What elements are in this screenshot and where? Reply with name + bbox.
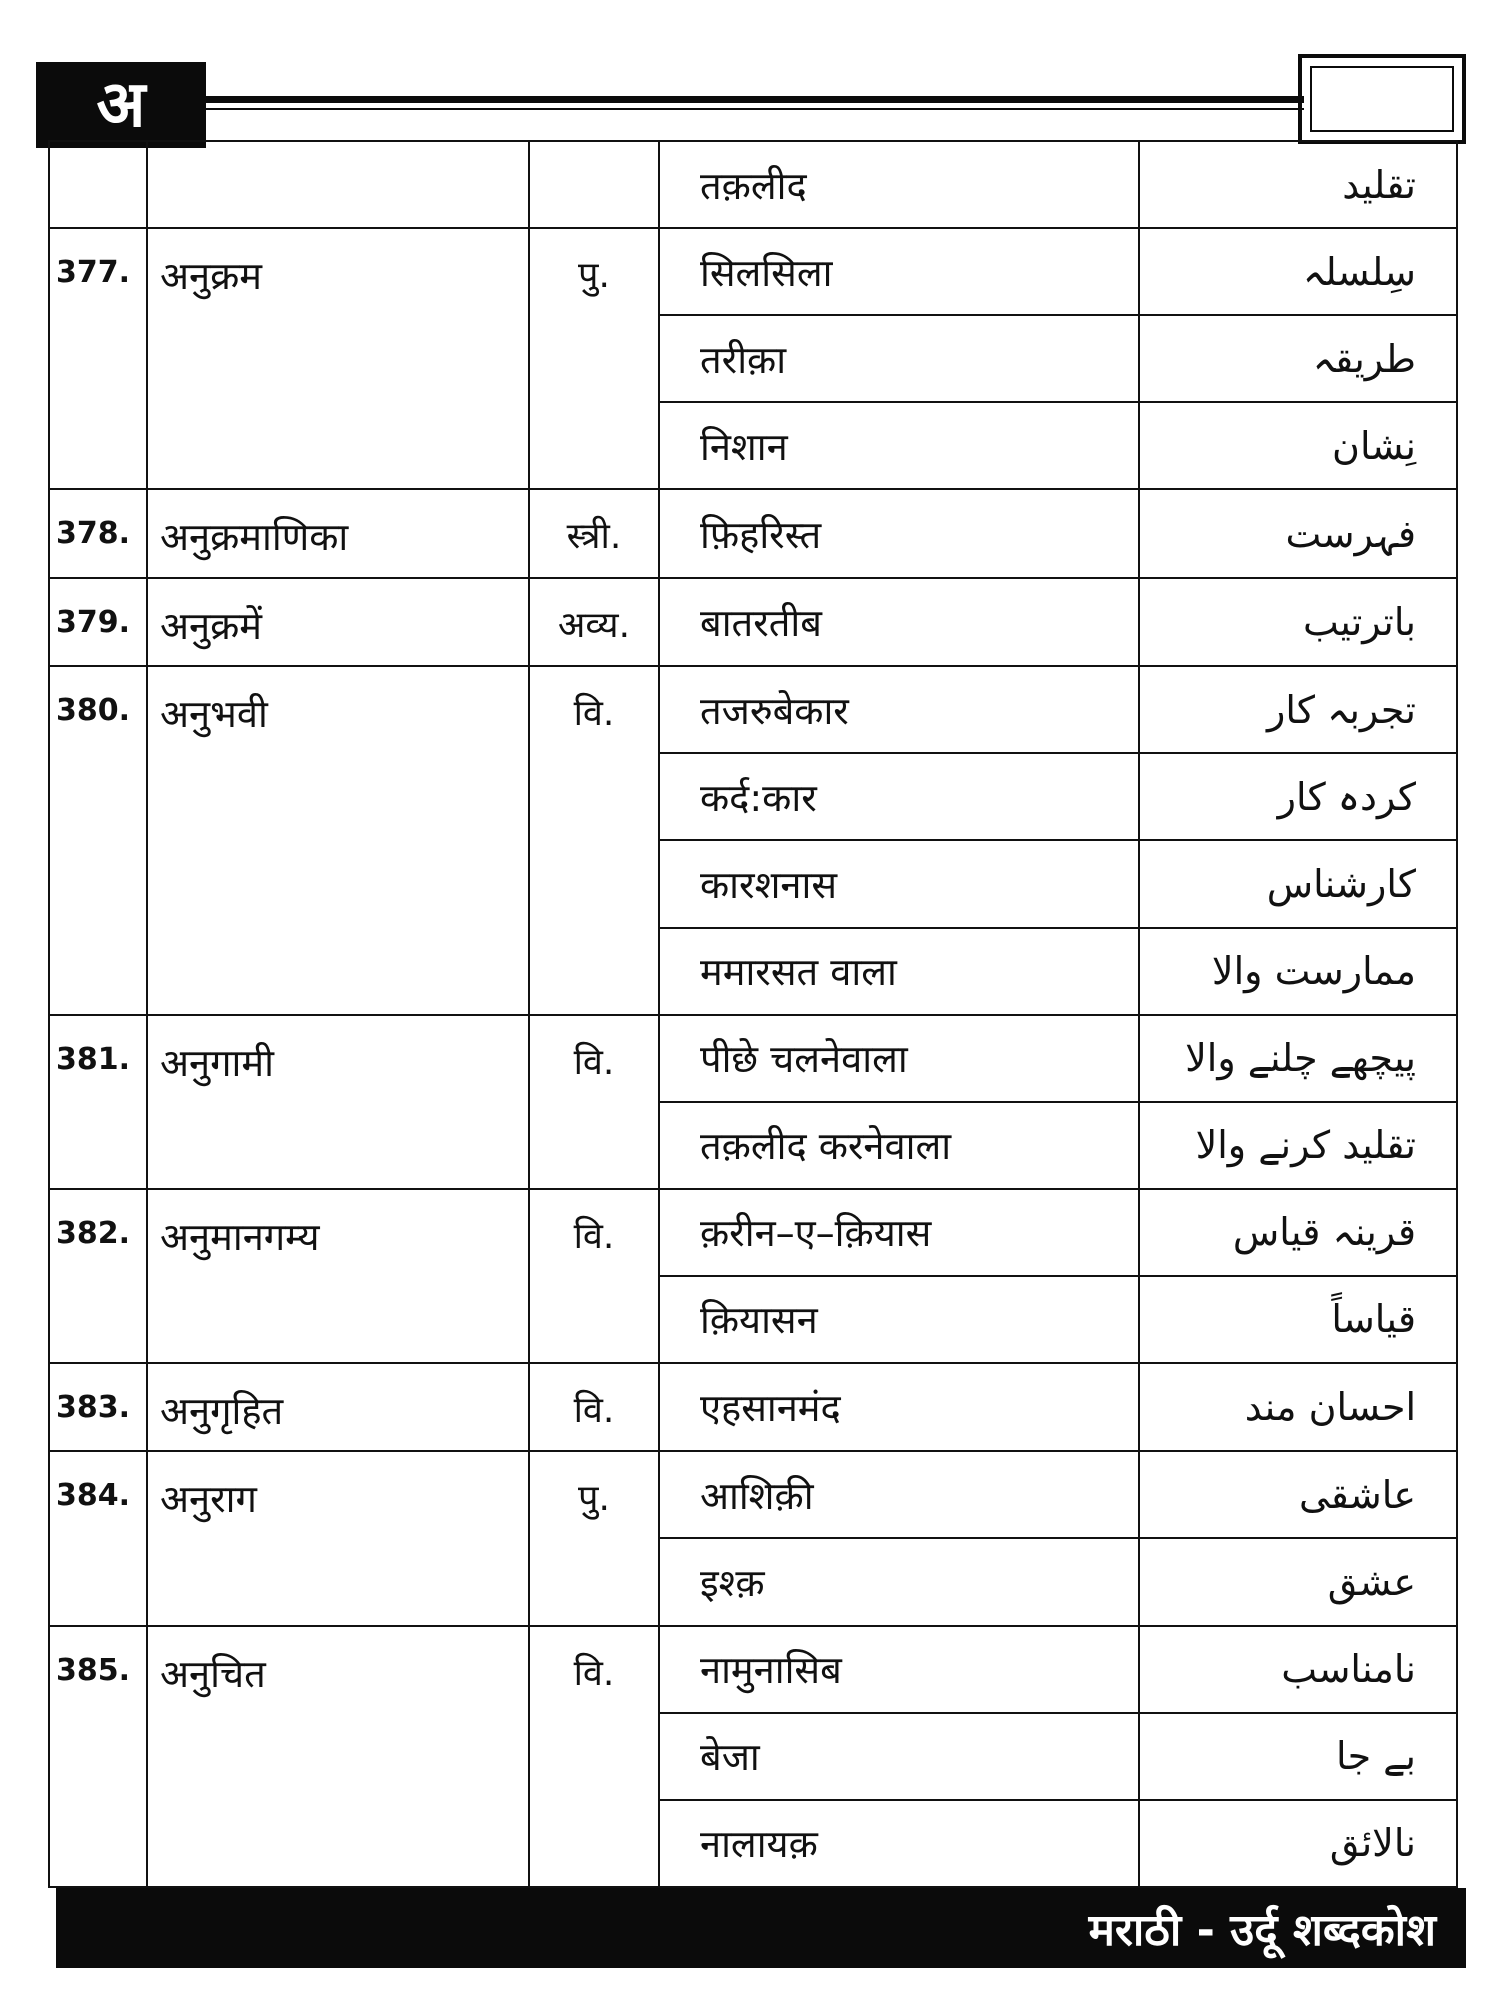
grammar-tag: वि.: [529, 1015, 659, 1189]
hindi-meaning: तजरुबेकार: [659, 666, 1139, 753]
hindi-meaning: तक़लीद: [659, 141, 1139, 228]
dictionary-body: [49, 141, 1457, 1887]
urdu-meaning: تقلید: [1139, 141, 1457, 228]
entry-row: [49, 1451, 1457, 1538]
grammar-tag: पु.: [529, 1451, 659, 1625]
grammar-tag: स्त्री.: [529, 489, 659, 577]
entry-row: [49, 1015, 1457, 1102]
entry-number: 385.: [49, 1626, 147, 1887]
footer-title: मराठी - उर्दू शब्दकोश: [1088, 1905, 1436, 1956]
hindi-meaning: कर्द:कार: [659, 753, 1139, 840]
urdu-meaning: ممارست والا: [1139, 928, 1457, 1015]
urdu-meaning: قرینہ قیاس: [1139, 1189, 1457, 1276]
grammar-tag: पु.: [529, 228, 659, 489]
urdu-meaning: پیچھے چلنے والا: [1139, 1015, 1457, 1102]
dictionary-table: [48, 140, 1458, 1888]
headword: अनुराग: [147, 1451, 529, 1625]
entry-row: [49, 578, 1457, 666]
hindi-meaning: बेजा: [659, 1713, 1139, 1800]
urdu-meaning: قیاساً: [1139, 1276, 1457, 1363]
urdu-meaning: احسان مند: [1139, 1363, 1457, 1451]
entry-number: 380.: [49, 666, 147, 1014]
entry-row: [49, 489, 1457, 577]
hindi-meaning: आशिक़ी: [659, 1451, 1139, 1538]
urdu-meaning: نامناسب: [1139, 1626, 1457, 1713]
headword: अनुमानगम्य: [147, 1189, 529, 1363]
hindi-meaning: इश्क़: [659, 1538, 1139, 1625]
urdu-meaning: سِلسلہ: [1139, 228, 1457, 315]
page-number-box: [1298, 54, 1466, 144]
hindi-meaning: नामुनासिब: [659, 1626, 1139, 1713]
entry-number: [49, 141, 147, 228]
hindi-meaning: बातरतीब: [659, 578, 1139, 666]
entry-row: [49, 1363, 1457, 1451]
grammar-tag: वि.: [529, 1626, 659, 1887]
urdu-meaning: نِشان: [1139, 402, 1457, 489]
entry-row: [49, 141, 1457, 228]
section-letter-tab: अ: [36, 62, 206, 148]
entry-number: 381.: [49, 1015, 147, 1189]
grammar-tag: [529, 141, 659, 228]
entry-number: 378.: [49, 489, 147, 577]
entry-row: [49, 1626, 1457, 1713]
hindi-meaning: तरीक़ा: [659, 315, 1139, 402]
urdu-meaning: باترتیب: [1139, 578, 1457, 666]
urdu-meaning: عشق: [1139, 1538, 1457, 1625]
hindi-meaning: फ़िहरिस्त: [659, 489, 1139, 577]
hindi-meaning: तक़लीद करनेवाला: [659, 1102, 1139, 1189]
grammar-tag: वि.: [529, 1189, 659, 1363]
headword: अनुक्रमें: [147, 578, 529, 666]
hindi-meaning: क़ियासन: [659, 1276, 1139, 1363]
headword: अनुक्रम: [147, 228, 529, 489]
header-rule-thin: [206, 108, 1304, 110]
entry-row: [49, 1189, 1457, 1276]
hindi-meaning: एहसानमंद: [659, 1363, 1139, 1451]
headword: अनुगृहित: [147, 1363, 529, 1451]
urdu-meaning: کارشناس: [1139, 840, 1457, 927]
headword: अनुक्रमाणिका: [147, 489, 529, 577]
hindi-meaning: कारशनास: [659, 840, 1139, 927]
urdu-meaning: طریقہ: [1139, 315, 1457, 402]
hindi-meaning: निशान: [659, 402, 1139, 489]
footer-title-bar: [56, 1888, 1466, 1968]
urdu-meaning: تجربہ کار: [1139, 666, 1457, 753]
entry-number: 384.: [49, 1451, 147, 1625]
urdu-meaning: فہرست: [1139, 489, 1457, 577]
urdu-meaning: بے جا: [1139, 1713, 1457, 1800]
grammar-tag: वि.: [529, 666, 659, 1014]
entry-row: [49, 228, 1457, 315]
hindi-meaning: ममारसत वाला: [659, 928, 1139, 1015]
hindi-meaning: क़रीन–ए–क़ियास: [659, 1189, 1139, 1276]
urdu-meaning: تقلید کرنے والا: [1139, 1102, 1457, 1189]
header-rule: [206, 96, 1304, 103]
headword: अनुगामी: [147, 1015, 529, 1189]
hindi-meaning: सिलसिला: [659, 228, 1139, 315]
entry-number: 382.: [49, 1189, 147, 1363]
headword: [147, 141, 529, 228]
entry-number: 383.: [49, 1363, 147, 1451]
headword: अनुचित: [147, 1626, 529, 1887]
entry-number: 377.: [49, 228, 147, 489]
grammar-tag: अव्य.: [529, 578, 659, 666]
entry-row: [49, 666, 1457, 753]
urdu-meaning: نالائق: [1139, 1800, 1457, 1887]
headword: अनुभवी: [147, 666, 529, 1014]
urdu-meaning: عاشقی: [1139, 1451, 1457, 1538]
hindi-meaning: नालायक़: [659, 1800, 1139, 1887]
entry-number: 379.: [49, 578, 147, 666]
hindi-meaning: पीछे चलनेवाला: [659, 1015, 1139, 1102]
grammar-tag: वि.: [529, 1363, 659, 1451]
page-number-box-inner: [1310, 66, 1454, 132]
urdu-meaning: کردہ کار: [1139, 753, 1457, 840]
